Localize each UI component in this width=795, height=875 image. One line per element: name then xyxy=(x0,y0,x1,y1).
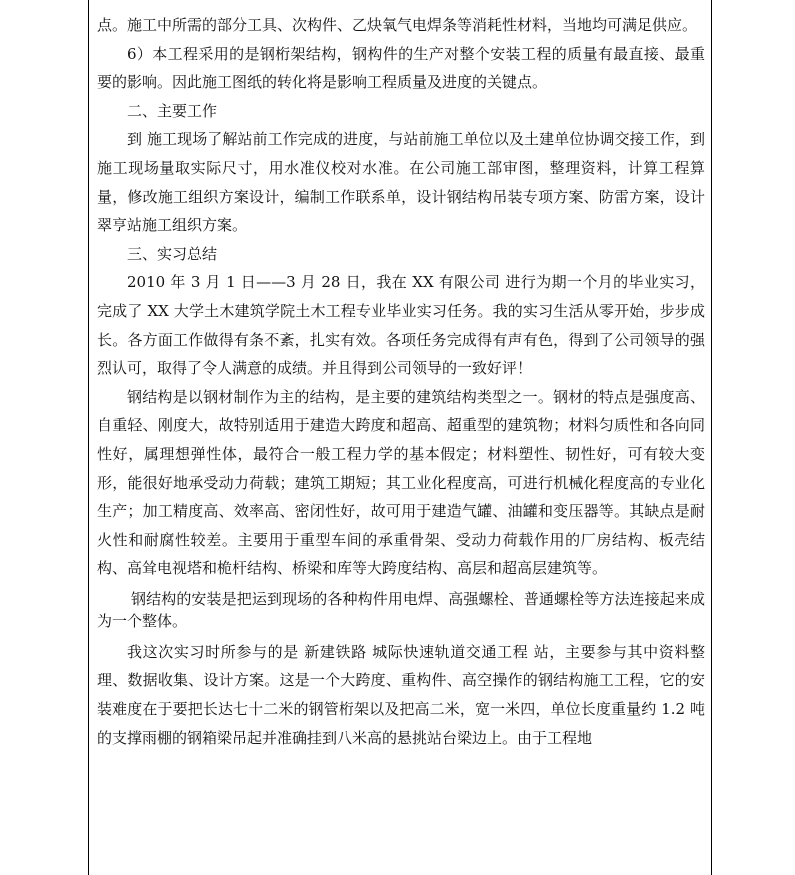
paragraph-main-work: 到 施工现场了解站前工作完成的进度，与站前施工单位以及土建单位协调交接工作，到施工现场量取实际尺寸，用水准仪校对水准。在公司施工部审图，整理资料，计算工程算量，修改施工组织方案设计，编制工作联系单，设计钢结构吊装专项方案、防雷方案，设计翠亨站施工组织方案。 xyxy=(97,130,705,235)
document-body xyxy=(97,11,705,752)
paragraph-steel-truss: 6）本工程采用的是钢桁架结构，钢构件的生产对整个安装工程的质量有最直接、最重要的影响。因此施工图纸的转化将是影响工程质量及进度的关键点。 xyxy=(97,44,705,92)
heading-main-work: 二、主要工作 xyxy=(127,101,218,120)
paragraph-installation: 钢结构的安装是把运到现场的各种构件用电焊、高强螺栓、普通螺栓等方法连接起来成为一个整体。 xyxy=(97,589,705,630)
heading-summary: 三、实习总结 xyxy=(127,244,218,263)
paragraph-project: 我这次实习时所参与的是 新建铁路 城际快速轨道交通工程 站，主要参与其中资料整理、数据收集、设计方案。这是一个大跨度、重构件、高空操作的钢结构施工工程，它的安装难度在于要把长达七十二米的钢管桁架以及把高二米，宽一米四，单位长度重量约 1.2 吨的支撑雨棚的钢箱梁吊起并准确挂到八米高的悬挑站台梁边上。由于工程地 xyxy=(97,642,705,747)
paragraph-materials: 点。施工中所需的部分工具、次构件、乙炔氧气电焊条等消耗性材料，当地均可满足供应。 xyxy=(97,16,698,34)
paragraph-steel-structure: 钢结构是以钢材制作为主的结构，是主要的建筑结构类型之一。钢材的特点是强度高、自重轻、刚度大，故特别适用于建造大跨度和超高、超重型的建筑物；材料匀质性和各向同性好，属理想弹性体，最符合一般工程力学的基本假定；材料塑性、韧性好，可有较大变形，能很好地承受动力荷载；建筑工期短；其工业化程度高，可进行机械化程度高的专业化生产；加工精度高、效率高、密闭性好，故可用于建造气罐、油罐和变压器等。其缺点是耐火性和耐腐性较差。主要用于重型车间的承重骨架、受动力荷载作用的厂房结构、板壳结构、高耸电视塔和桅杆结构、桥梁和库等大跨度结构、高层和超高层建筑等。 xyxy=(97,387,705,578)
paragraph-summary: 2010 年 3 月 1 日——3 月 28 日，我在 XX 有限公司 进行为期一个月的毕业实习，完成了 XX 大学土木建筑学院土木工程专业毕业实习任务。我的实习生活从零开始，步步成长。各方面工作做得有条不紊，扎实有效。各项任务完成得有声有色，得到了公司领导的强烈认可，取得了令人满意的成绩。并且得到公司领导的一致好评！ xyxy=(97,273,705,378)
